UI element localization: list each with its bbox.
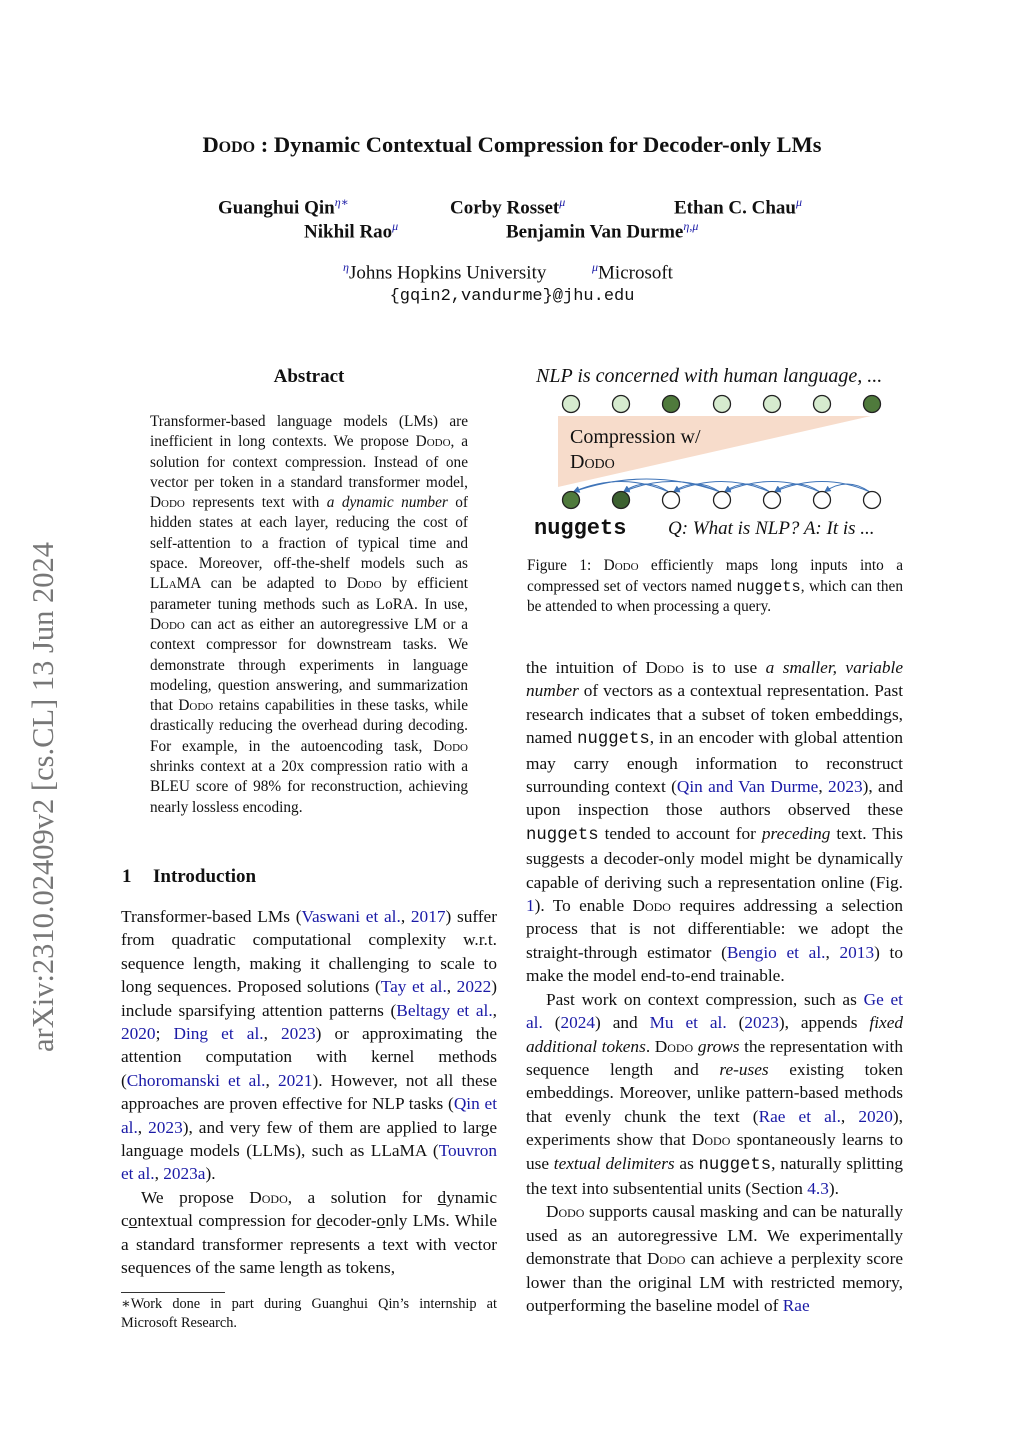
intro-paragraph-3: the intuition of Dodo is to use a smaller, variable number of vectors as a contextual representation. Past research indicates that a subset of token embeddings, named nuggets, in an encoder with global attention may carry enough information to reconstruct surrounding context (Qin and Van Durme, 2023), and upon inspection those authors observed these nuggets tended to account for preceding text. This suggests a decoder-only model might be dynamically capable of deriving such a representation online (Fig. 1). To enable Dodo requires addressing a selection process that is not differentiable: we adopt the straight-through estimator (Bengio et al., 2013) to make the model end-to-end trainable. <box>526 658 903 986</box>
section-heading-introduction <box>122 866 256 888</box>
nuggets-label: nuggets <box>534 516 627 541</box>
citation-link[interactable]: 2024 <box>560 1013 596 1033</box>
citation-link[interactable]: Qin et al. <box>121 1094 497 1137</box>
nuggets-term: nuggets <box>526 825 599 845</box>
citation-link[interactable]: 2021 <box>277 1070 313 1090</box>
citation-link[interactable]: Qin and Van Durme <box>676 777 819 797</box>
citation-link[interactable]: Vaswani et al. <box>301 907 401 926</box>
abstract-heading: Abstract <box>273 366 345 387</box>
author-1 <box>218 195 349 219</box>
citation-link[interactable]: Choromanski et al. <box>126 1070 266 1090</box>
nugget-token-circle <box>663 492 680 509</box>
citation-link[interactable]: Bengio et al. <box>726 942 826 962</box>
attention-arrow <box>624 484 668 492</box>
citation-link[interactable]: 2022 <box>456 977 492 997</box>
figure-ref-link[interactable]: 1 <box>526 896 535 916</box>
author-affil-marks: μ <box>559 195 566 209</box>
author-affil-marks: η,μ <box>683 219 699 233</box>
paper-title <box>0 132 1024 158</box>
author-name: Benjamin Van Durme <box>506 221 684 243</box>
model-name: Dodo <box>691 1130 731 1150</box>
intro-paragraph-1: Transformer-based LMs (Vaswani et al., 2017) suffer from quadratic computational complexity w.r.t. sequence length, making it challenging to scale to long sequences. Proposed solutions (Tay et al., 2022) include sparsifying attention patterns (Beltagy et al., 2020; Ding et al., 2023) or approximating the attention computation with kernel methods (Choromanski et al., 2021). However, not all these approaches are proven effective for NLP tasks (Qin et al., 2023), and very few of them are applied to large language models (LLMs), such as LLaMA (Touvron et al., 2023a). <box>121 907 498 1184</box>
input-token-circle <box>663 396 680 413</box>
intro-right-column <box>526 656 903 1317</box>
attention-arrow <box>574 479 719 492</box>
citation-link[interactable]: 2023 <box>148 1117 183 1137</box>
nugget-token-circle <box>714 492 731 509</box>
citation-link[interactable]: 2020 <box>121 1024 156 1044</box>
author-affil-marks: η∗ <box>334 195 349 209</box>
input-token-circle <box>814 396 831 413</box>
figure-input-text: NLP is concerned with human language, ... <box>536 365 883 387</box>
author-name: Guanghui Qin <box>218 197 335 219</box>
title-model-name: Dodo <box>202 132 256 157</box>
figure-1-diagram <box>526 360 904 550</box>
input-token-circle <box>764 396 781 413</box>
model-name: Dodo <box>346 575 382 593</box>
model-name: Dodo <box>603 557 639 574</box>
nuggets-term: nuggets <box>736 577 801 596</box>
compression-label: Compression w/ <box>570 426 701 448</box>
citation-link[interactable]: 2023a <box>163 1164 206 1184</box>
arxiv-stamp: arXiv:2310.02409v2 [cs.CL] 13 Jun 2024 <box>26 542 60 1052</box>
citation-link[interactable]: Ding et al. <box>173 1024 264 1044</box>
author-email: {gqin2,vandurme}@jhu.edu <box>389 287 635 306</box>
figure-1-caption: Figure 1: Dodo efficiently maps long inputs into a compressed set of vectors named nuggets, which can then be attended to when processing a query. <box>527 557 903 616</box>
title-rest: : Dynamic Contextual Compression for Decoder-only LMs <box>260 132 822 157</box>
model-name: Dodo <box>632 896 671 916</box>
citation-link[interactable]: Ge et al. <box>526 989 903 1033</box>
input-token-circle <box>864 396 881 413</box>
model-name: Dodo <box>415 433 451 451</box>
nugget-token-circle <box>764 492 781 509</box>
section-title: Introduction <box>153 866 257 887</box>
input-token-circle <box>563 396 580 413</box>
nugget-token-circle <box>563 492 580 509</box>
affiliation-mark: μ <box>592 260 599 274</box>
model-name: Dodo <box>654 1036 694 1056</box>
intro-paragraph-2: We propose Dodo, a solution for dynamic contextual compression for decoder-only LMs. While a standard transformer represents a text with vector sequences of the same length as tokens, <box>121 1187 497 1278</box>
affiliation-mark: η <box>343 260 349 274</box>
model-name: Dodo <box>433 737 468 755</box>
model-name: Dodo <box>546 1202 585 1222</box>
intro-paragraph-5: Dodo supports causal masking and can be naturally used as an autoregressive LM. We experimentally demonstrate that Dodo can achieve a perplexity score lower than the original LM with restricted memory, outperforming the baseline model of Rae <box>526 1202 903 1315</box>
attention-arrow <box>775 484 819 492</box>
attention-arrow <box>725 484 769 492</box>
input-token-circle <box>613 396 630 413</box>
affiliation-name: Microsoft <box>598 262 673 284</box>
citation-link[interactable]: Rae <box>782 1295 810 1315</box>
nugget-token-row <box>563 492 881 509</box>
compression-model-name: Dodo <box>570 451 615 473</box>
model-name: Dodo <box>645 658 684 677</box>
nuggets-term: nuggets <box>577 730 650 750</box>
model-name: Dodo <box>150 615 185 633</box>
citation-link[interactable]: Touvron et al. <box>121 1141 497 1184</box>
input-token-row <box>563 396 881 413</box>
footnote-rule <box>121 1292 225 1293</box>
query-text: Q: What is NLP? A: It is ... <box>668 518 875 539</box>
section-ref-link[interactable]: 4.3 <box>807 1178 829 1198</box>
attention-arrows <box>574 479 869 492</box>
citation-link[interactable]: Rae et al. <box>758 1106 841 1126</box>
citation-link[interactable]: 2017 <box>410 907 446 926</box>
nuggets-term: nuggets <box>698 1155 772 1175</box>
section-number: 1 <box>122 866 132 887</box>
model-name: Dodo <box>178 697 214 715</box>
author-5 <box>506 219 698 243</box>
model-name: Dodo <box>150 494 185 512</box>
author-name: Nikhil Rao <box>304 221 393 243</box>
citation-link[interactable]: 2013 <box>839 942 875 962</box>
model-name: Dodo <box>249 1187 288 1207</box>
affiliation-2 <box>592 260 673 284</box>
author-4 <box>304 219 398 243</box>
author-affil-marks: μ <box>795 195 802 209</box>
citation-link[interactable]: Mu et al. <box>649 1013 727 1033</box>
author-3 <box>674 195 802 219</box>
figure-1 <box>526 360 904 550</box>
author-2 <box>450 195 565 219</box>
nugget-token-circle <box>613 492 630 509</box>
citation-link[interactable]: 2023 <box>281 1024 316 1044</box>
author-affil-marks: μ <box>392 219 399 233</box>
model-name: Dodo <box>647 1249 686 1269</box>
abstract-body: Transformer-based language models (LMs) are inefficient in long contexts. We propose Dodo, a solution for context compression. Instead of one vector per token in a standard transformer model, Dodo represents text with a dynamic number of hidden states at each layer, reducing the cost of self-attention to a fraction of typical time and space. Moreover, off-the-shelf models such as LLaMA can be adapted to Dodo by efficient parameter tuning methods such as LoRA. In use, Dodo can act as either an autoregressive LM or a context compressor for downstream tasks. We demonstrate through experiments in language modeling, question answering, and summarization that Dodo retains capabilities in these tasks, while drastically reducing the overhead during decoding. For example, in the autoencoding task, Dodo shrinks context at a 20x compression ratio with a BLEU score of 98% for reconstruction, achieving nearly lossless encoding. <box>150 413 469 816</box>
author-name: Ethan C. Chau <box>674 197 796 219</box>
footnote: ∗Work done in part during Guanghui Qin’s internship at Microsoft Research. <box>121 1296 497 1331</box>
nugget-token-circle <box>814 492 831 509</box>
intro-left-column <box>121 905 497 1280</box>
affiliation-1 <box>343 260 546 284</box>
input-token-circle <box>714 396 731 413</box>
citation-link[interactable]: Tay et al. <box>380 977 447 997</box>
nugget-token-circle <box>864 492 881 509</box>
citation-link[interactable]: 2023 <box>744 1013 779 1033</box>
citation-link[interactable]: Beltagy et al. <box>396 1000 493 1020</box>
attention-arrow <box>825 484 869 492</box>
citation-link[interactable]: 2023 <box>828 777 863 797</box>
citation-link[interactable]: 2020 <box>858 1106 893 1126</box>
author-name: Corby Rosset <box>450 197 560 219</box>
intro-paragraph-4: Past work on context compression, such as Ge et al. (2024) and Mu et al. (2023), appends fixed additional tokens. Dodo grows the representation with sequence length and re-uses existing token embeddings. Moreover, unlike pattern-based methods that evenly chunk the text (Rae et al., 2020), experiments show that Dodo spontaneously learns to use textual delimiters as nuggets, naturally splitting the text into subsentential units (Section 4.3). <box>526 989 904 1198</box>
affiliation-name: Johns Hopkins University <box>348 262 547 284</box>
